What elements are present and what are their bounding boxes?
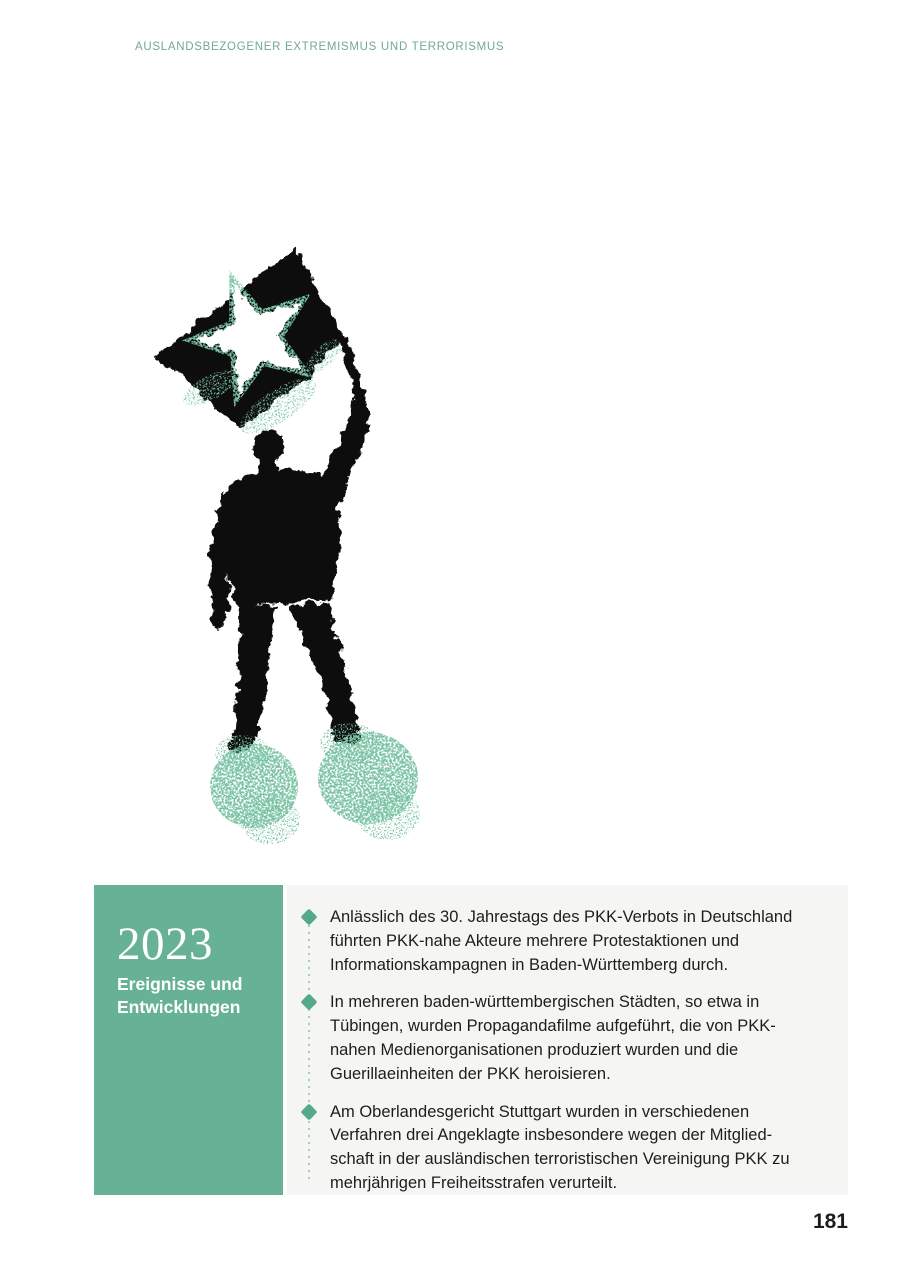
event-item: [303, 991, 848, 1086]
year-panel: [94, 885, 283, 1195]
event-item: [303, 906, 848, 977]
event-item: [303, 1101, 848, 1196]
diamond-bullet-icon: [301, 994, 318, 1011]
year-caption: [117, 973, 242, 1019]
event-text: Anlässlich des 30. Jahrestags des PKK-Verbots in Deutschland führten PKK-nahe Akteure mehrere Protestaktionen und Informationskampagnen in Baden-Württemberg durch.: [330, 908, 793, 974]
diamond-bullet-icon: [301, 1103, 318, 1120]
chapter-kicker: AUSLANDSBEZOGENER EXTREMISMUS UND TERRORISMUS: [135, 41, 505, 53]
diamond-bullet-icon: [301, 909, 318, 926]
flag-waver-illustration: [138, 238, 458, 858]
foot-speckles: [210, 723, 420, 844]
year-caption-line1: Ereignisse und: [117, 974, 243, 994]
year-caption-line2: Entwicklungen: [117, 997, 241, 1017]
event-text: Am Oberlandesgericht Stuttgart wurden in verschiedenen Verfahren drei Angeklagte insbesondere wegen der Mitgliedschaft in der ausländischen terroristischen Vereinigung PKK zu mehrjährigen Freiheitsstrafen verurteilt.: [330, 1102, 790, 1192]
year-label: 2023: [117, 918, 213, 970]
events-panel: [287, 885, 848, 1195]
event-text: In mehreren baden-württembergischen Städten, so etwa in Tübingen, wurden Propagandafilme aufgeführt, die von PKK-nahen Medienorganisationen produziert wurden und die Guerillaeinheiten der PKK heroisieren.: [330, 993, 776, 1083]
page-number: 181: [812, 1210, 848, 1233]
